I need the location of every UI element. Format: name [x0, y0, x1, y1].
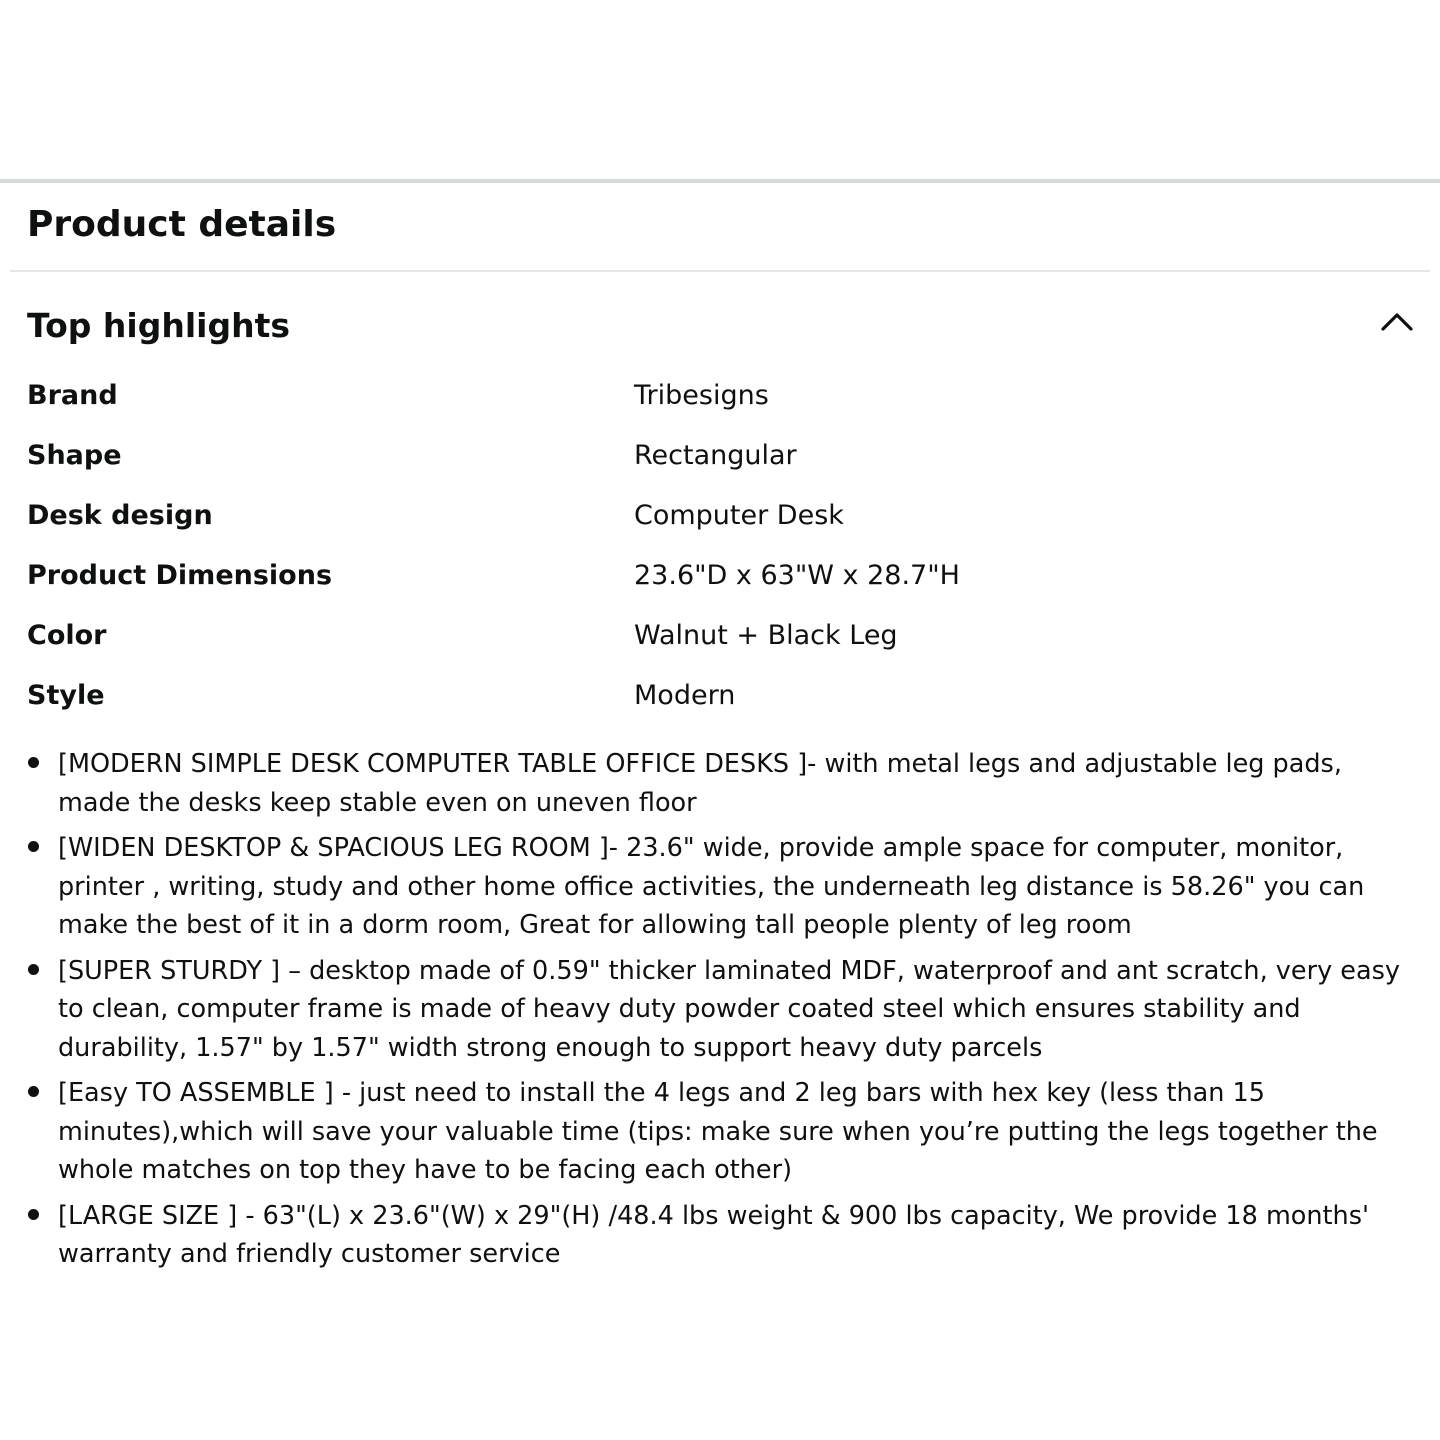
top-highlights-expander[interactable] — [0, 290, 1440, 362]
spec-label: Color — [27, 620, 107, 651]
spec-row-shape — [0, 427, 1440, 487]
specs-table — [0, 367, 1440, 727]
spec-row-style — [0, 667, 1440, 727]
feature-bullet — [58, 745, 1403, 822]
spec-row-color — [0, 607, 1440, 667]
spec-value: Rectangular — [634, 440, 797, 471]
spec-value: Modern — [634, 680, 736, 711]
bullet-dot-icon — [28, 964, 39, 975]
top-blank-area — [0, 0, 1440, 179]
feature-bullet-text: [SUPER STURDY ] – desktop made of 0.59" thicker laminated MDF, waterproof and ant scratch, very easy to clean, computer frame is made of heavy duty powder coated steel which ensures stability and durability, 1.57" by 1.57" width strong enough to support heavy duty parcels — [58, 955, 1400, 1063]
spec-row-brand — [0, 367, 1440, 427]
feature-bullets — [58, 745, 1403, 1281]
spec-label: Product Dimensions — [27, 560, 333, 591]
feature-bullet — [58, 829, 1403, 945]
feature-bullet — [58, 1197, 1403, 1274]
bullet-dot-icon — [28, 1209, 39, 1220]
top-divider — [0, 179, 1440, 183]
spec-value: 23.6"D x 63"W x 28.7"H — [634, 560, 960, 591]
chevron-up-icon[interactable] — [1380, 310, 1414, 332]
feature-bullet-text: [LARGE SIZE ] - 63"(L) x 23.6"(W) x 29"(H) /48.4 lbs weight & 900 lbs capacity, We provide 18 months' warranty and friendly customer service — [58, 1200, 1369, 1269]
spec-label: Desk design — [27, 500, 213, 531]
feature-bullet-text: [WIDEN DESKTOP & SPACIOUS LEG ROOM ]- 23.6" wide, provide ample space for computer, monitor, printer , writing, study and other home office activities, the underneath leg distance is 58.26" you can make the best of it in a dorm room, Great for allowing tall people plenty of leg room — [58, 833, 1365, 940]
section-title: Product details — [27, 204, 337, 245]
spec-label: Brand — [27, 380, 118, 411]
spec-value: Computer Desk — [634, 500, 844, 531]
spec-row-product-dimensions — [0, 547, 1440, 607]
spec-row-desk-design — [0, 487, 1440, 547]
feature-bullet-text: [MODERN SIMPLE DESK COMPUTER TABLE OFFICE DESKS ]- with metal legs and adjustable leg pads, made the desks keep stable even on uneven floor — [58, 749, 1342, 818]
spec-value: Walnut + Black Leg — [634, 620, 898, 651]
bullet-dot-icon — [28, 1086, 39, 1097]
bullet-dot-icon — [28, 757, 39, 768]
top-highlights-title: Top highlights — [27, 306, 290, 345]
spec-label: Style — [27, 680, 105, 711]
feature-bullet-text: [Easy TO ASSEMBLE ] - just need to install the 4 legs and 2 leg bars with hex key (less than 15 minutes),which will save your valuable time (tips: make sure when you’re putting the legs together the whole matches on top they have to be facing each other) — [58, 1078, 1378, 1185]
spec-label: Shape — [27, 440, 122, 471]
spec-value: Tribesigns — [634, 380, 769, 411]
feature-bullet — [58, 1074, 1403, 1190]
section-divider — [10, 270, 1430, 272]
bullet-dot-icon — [28, 841, 39, 852]
feature-bullet — [58, 952, 1403, 1068]
